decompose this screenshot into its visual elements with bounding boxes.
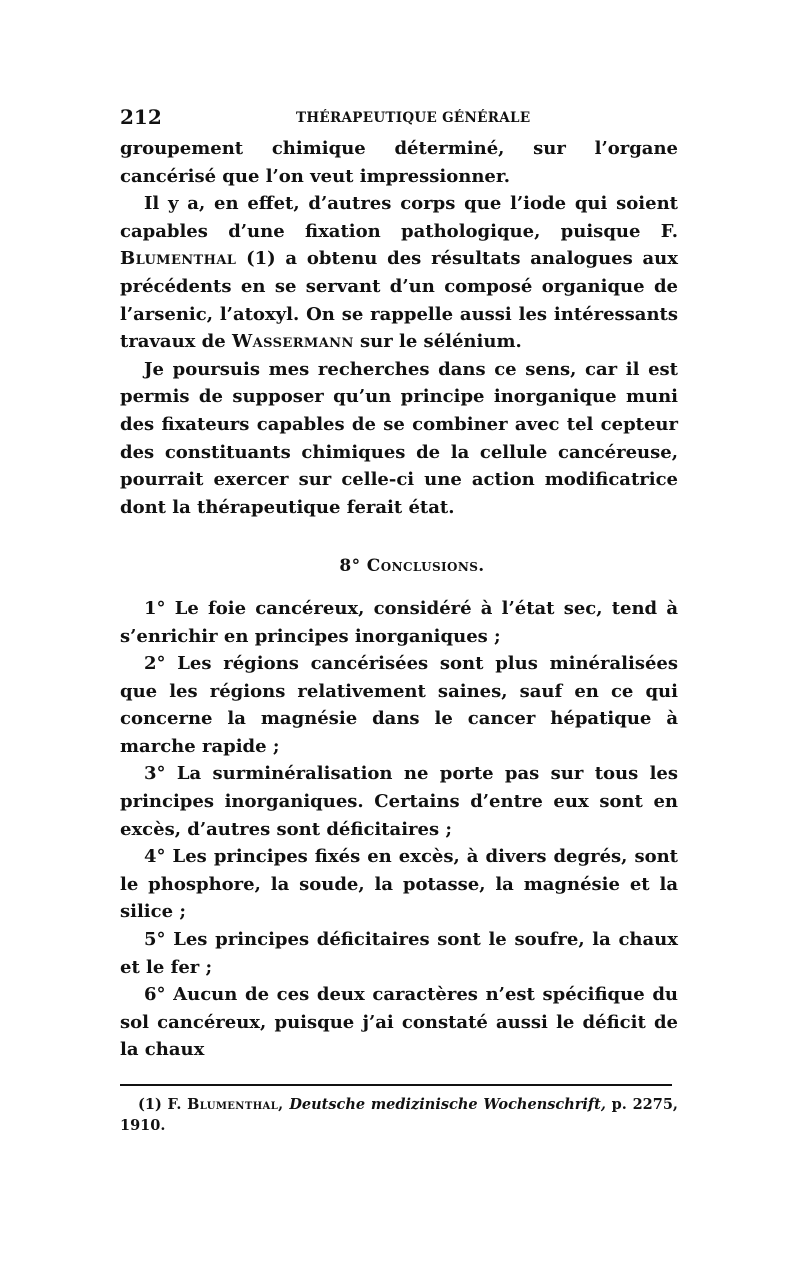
page-number: 212 bbox=[120, 105, 162, 129]
paragraph-continuation: groupement chimique déterminé, sur l’organe cancérisé que l’on veut impressionner. bbox=[120, 138, 678, 187]
running-head bbox=[120, 105, 678, 135]
footnote-reference: p. 2275, 1910. bbox=[120, 1096, 678, 1134]
running-title: THÉRAPEUTIQUE GÉNÉRALE bbox=[296, 110, 531, 126]
conclusion-item: 4° Les principes fixés en excès, à divers degrés, sont le phosphore, la soude, la potasse, la magnésie et la silice ; bbox=[120, 846, 678, 923]
paragraph-other-bodies bbox=[120, 190, 678, 356]
body-text bbox=[120, 135, 678, 1064]
paragraph-text: sur le sélénium. bbox=[360, 331, 522, 353]
footnote-journal: Deutsche medizinische Wochenschrift, bbox=[289, 1096, 606, 1113]
conclusion-item: 3° La surminéralisation ne porte pas sur tous les principes inorganiques. Certains d’entre eux sont en excès, d’autres sont déficitaires ; bbox=[120, 763, 678, 840]
section-heading: 8° Conclusions. bbox=[339, 556, 485, 577]
footnote-rule bbox=[120, 1084, 672, 1086]
conclusion-item: 1° Le foie cancéreux, considéré à l’état sec, tend à s’enrichir en principes inorganiques ; bbox=[120, 597, 678, 647]
author-name: Blumenthal bbox=[120, 248, 237, 270]
footnote bbox=[120, 1094, 678, 1136]
conclusion-item: 2° Les régions cancérisées sont plus minéralisées que les régions relativement saines, sauf en ce qui concerne la magnésie dans le cancer hépatique à marche rapide ; bbox=[120, 653, 678, 757]
paragraph-research: Je poursuis mes recherches dans ce sens, car il est permis de supposer qu’un principe inorganique muni des fixateurs capables de se combiner avec tel cepteur des constituants chimiques de la cellule cancéreuse, pourrait exercer sur celle-ci une action modificatrice dont la thérapeutique ferait état. bbox=[120, 358, 678, 518]
footnote-author: Blumenthal, bbox=[187, 1096, 284, 1113]
conclusion-item: 5° Les principes déficitaires sont le soufre, la chaux et le fer ; bbox=[120, 929, 678, 978]
book-page bbox=[120, 105, 678, 1136]
author-name: Wassermann bbox=[232, 331, 354, 353]
conclusion-item: 6° Aucun de ces deux caractères n’est spécifique du sol cancéreux, puisque j’ai constaté aussi le déficit de la chaux bbox=[120, 984, 678, 1061]
paragraph-text: (1) a obtenu des résultats analogues aux précédents en se servant d’un composé organique de l’arsenic, l’atoxyl. On se rappelle aussi les intéressants travaux de bbox=[120, 248, 678, 353]
footnote-marker: (1) F. bbox=[138, 1096, 182, 1113]
paragraph-text: Il y a, en effet, d’autres corps que l’iode qui soient capables d’une fixation pathologique, puisque F. bbox=[120, 193, 678, 242]
